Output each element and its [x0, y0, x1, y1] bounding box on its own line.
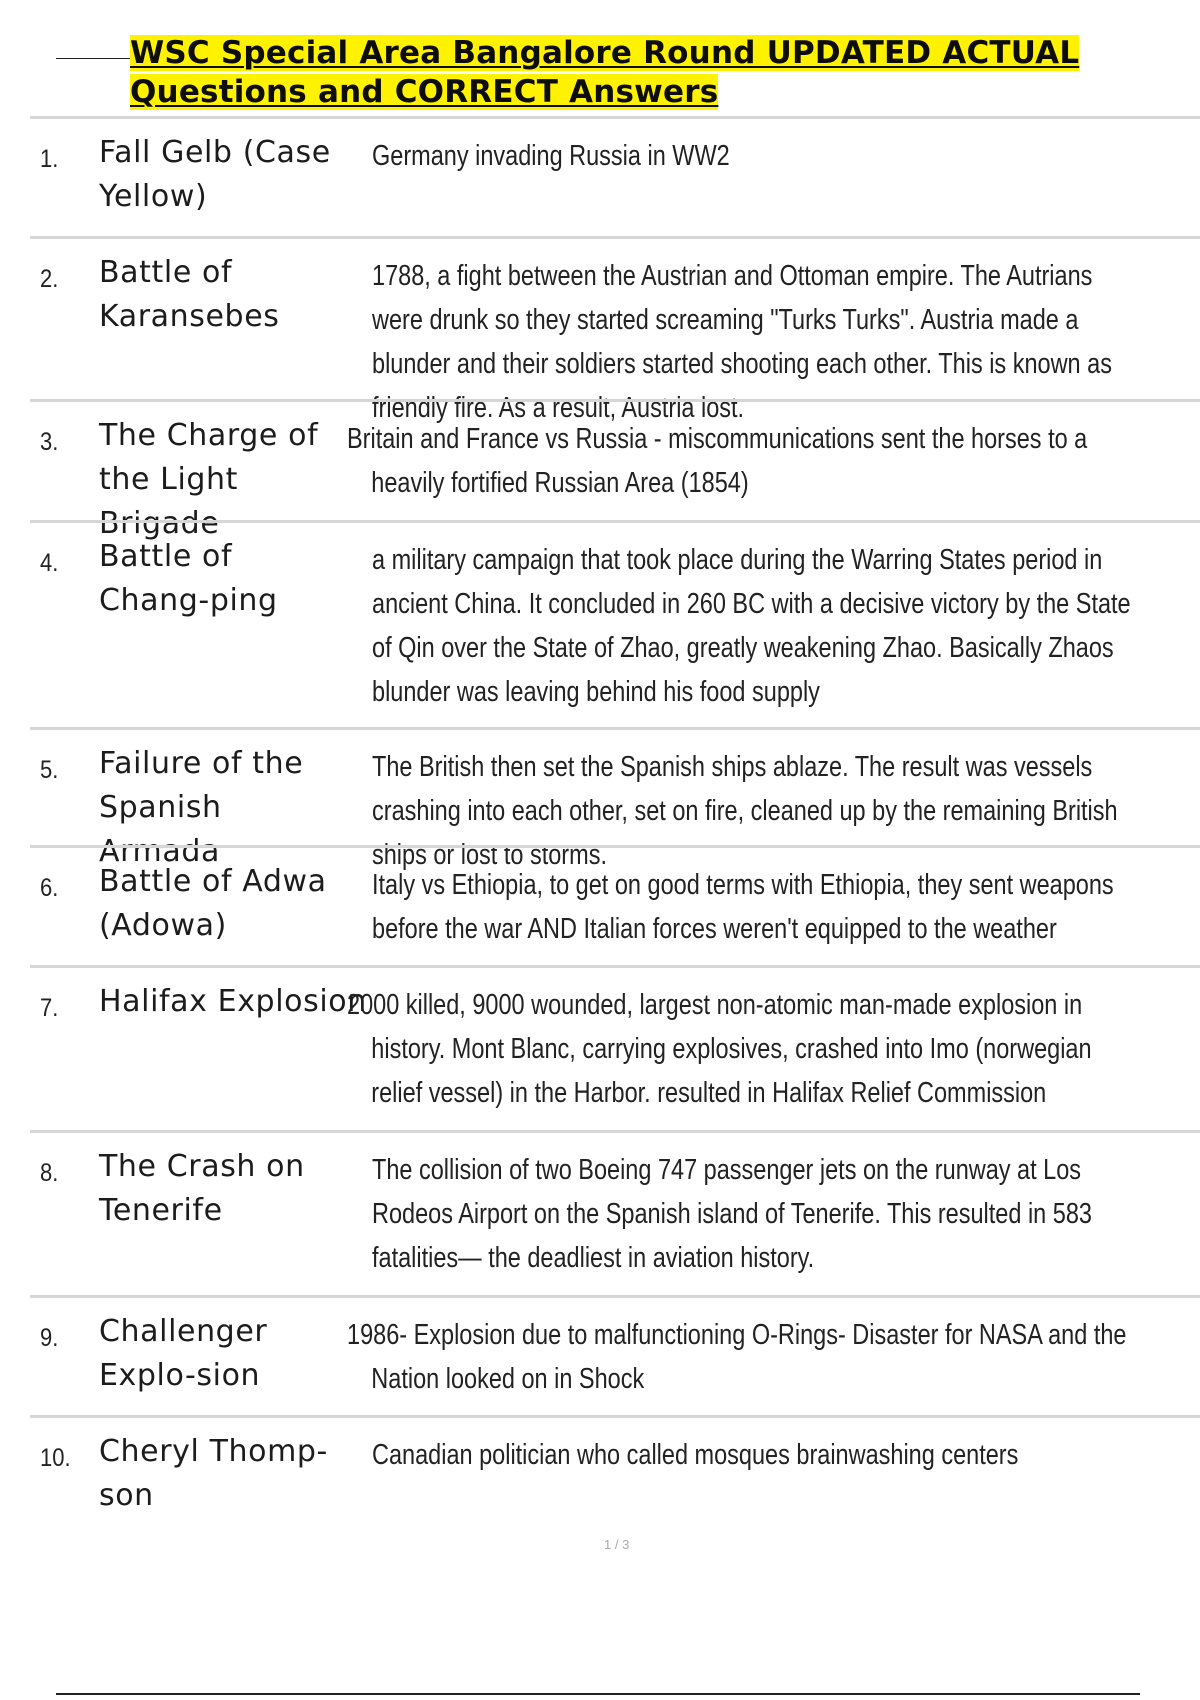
item-term: Failure of the Spanish Armada [99, 746, 304, 869]
list-item [30, 1295, 1200, 1418]
item-term: The Crash on Tenerife [99, 1149, 305, 1228]
item-number: 5. [40, 756, 59, 784]
item-definition: 1986- Explosion due to malfunctioning O-Rings- Disaster for NASA and the Nation looked on in Shock [347, 1319, 1127, 1395]
item-definition: a military campaign that took place during the Warring States period in ancient China. It concluded in 260 BC with a decisive victory by the State of Qin over the State of Zhao, greatly weakening Zhao. Basically Zhaos blunder was leaving behind his food supply [372, 544, 1131, 708]
list-item [30, 965, 1200, 1133]
bottom-divider [56, 1693, 1140, 1695]
list-item [30, 236, 1200, 424]
item-number: 8. [40, 1159, 59, 1187]
list-item [30, 399, 1200, 541]
item-term: Battle of Adwa (Adowa) [99, 864, 327, 943]
item-definition: Germany invading Russia in WW2 [372, 140, 730, 172]
item-number: 10. [40, 1444, 71, 1472]
item-number: 4. [40, 549, 59, 577]
item-number: 2. [40, 265, 59, 293]
list-item [30, 1415, 1200, 1548]
list-item [30, 845, 1200, 968]
item-term: Battle of Chang-ping [99, 539, 278, 618]
item-definition: 1788, a fight between the Austrian and Ottoman empire. The Autrians were drunk so they started screaming "Turks Turks". Austria made a blunder and their soldiers started shooting each other. This is known as friendly fire. As a result, Austria lost. [372, 260, 1112, 424]
item-term: Cheryl Thomp-son [99, 1434, 328, 1513]
document-title [130, 34, 1180, 112]
item-number: 9. [40, 1324, 59, 1352]
item-term: Fall Gelb (Case Yellow) [99, 135, 331, 214]
item-term: The Charge of the Light Brigade [99, 418, 319, 541]
item-number: 6. [40, 874, 59, 902]
item-number: 3. [40, 428, 59, 456]
item-definition: The collision of two Boeing 747 passenger jets on the runway at Los Rodeos Airport on the Spanish island of Tenerife. This resulted in 583 fatalities— the deadliest in aviation history. [372, 1154, 1092, 1274]
item-definition: The British then set the Spanish ships ablaze. The result was vessels crashing into each other, set on fire, cleaned up by the remaining British ships or lost to storms. [372, 751, 1118, 871]
item-term: Challenger Explo-sion [99, 1314, 268, 1393]
item-definition: Britain and France vs Russia - miscommunications sent the horses to a heavily fortified Russian Area (1854) [347, 423, 1088, 499]
item-term: Halifax Explosion [99, 984, 367, 1019]
item-number: 7. [40, 994, 59, 1022]
list-item [30, 520, 1200, 730]
list-item [30, 727, 1200, 871]
item-number: 1. [40, 145, 59, 173]
page-indicator: 1 / 3 [604, 1537, 630, 1552]
item-term: Battle of Karansebes [99, 255, 280, 334]
list-item [30, 116, 1200, 239]
item-definition: Italy vs Ethiopia, to get on good terms with Ethiopia, they sent weapons before the war AND Italian forces weren't equipped to the weather [372, 869, 1114, 945]
item-definition: Canadian politician who called mosques brainwashing centers [372, 1439, 1019, 1471]
title-leader-line [56, 58, 130, 59]
document-title-text: WSC Special Area Bangalore Round UPDATED ACTUAL Questions and CORRECT Answers [130, 35, 1080, 110]
item-definition: 2000 killed, 9000 wounded, largest non-atomic man-made explosion in history. Mont Blanc, carrying explosives, crashed into Imo (norwegian relief vessel) in the Harbor. resulted in Halifax Relief Commission [347, 989, 1092, 1109]
list-item [30, 1130, 1200, 1298]
